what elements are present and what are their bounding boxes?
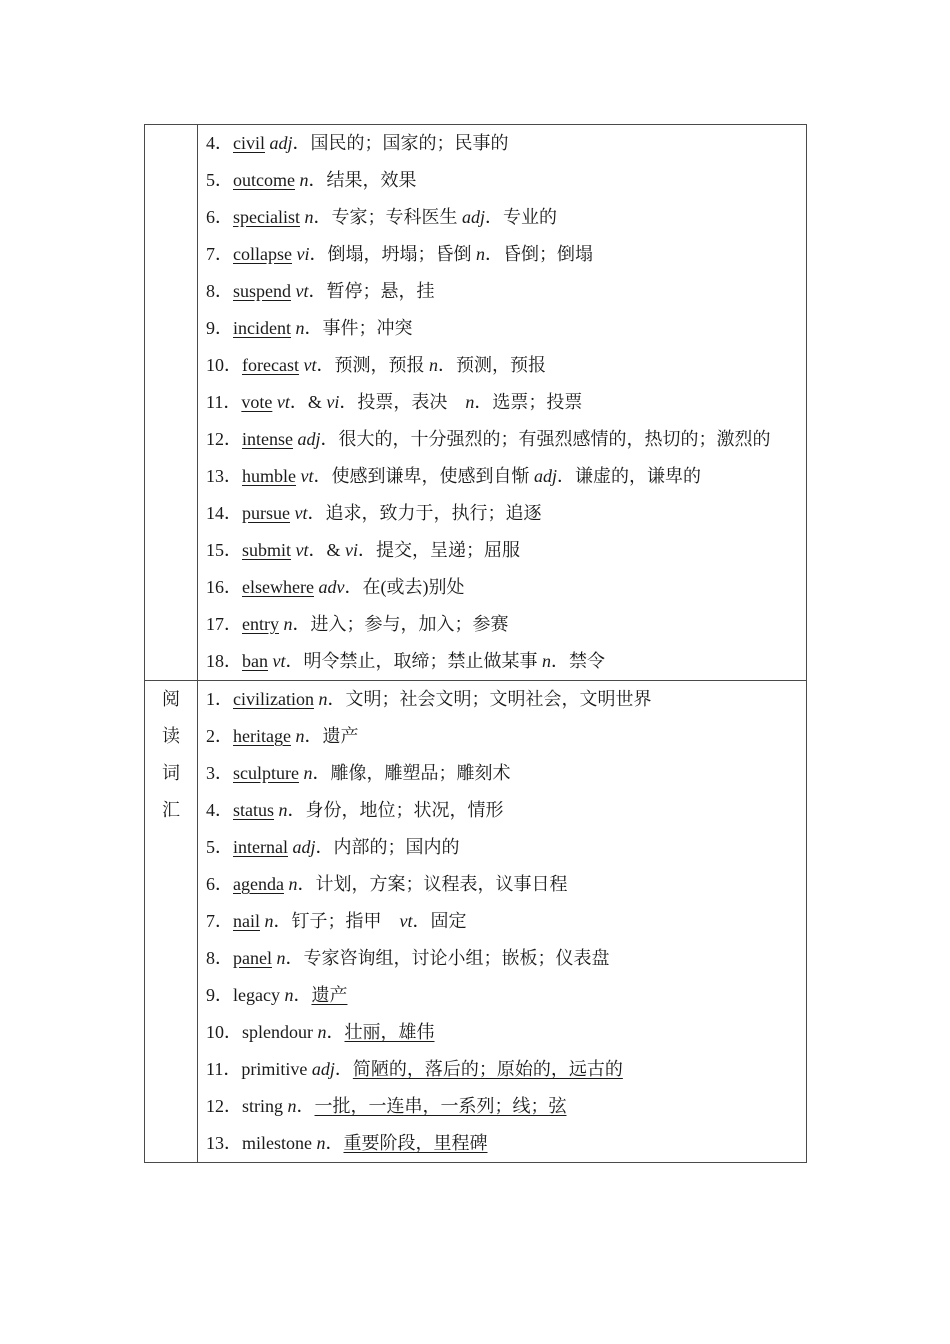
definition-text: ．明令禁止，取缔；禁止做某事 (285, 651, 542, 671)
entry-number: 17． (206, 614, 242, 634)
definition-text: ．预测，预报 (316, 355, 429, 375)
definition-text: ．结果，效果 (308, 170, 417, 190)
part-of-speech: vt (300, 466, 314, 486)
definition-text: ．昏倒；倒塌 (484, 244, 593, 264)
part-of-speech: n (318, 689, 328, 709)
definition-text: ．& (308, 540, 346, 560)
entry-number: 11． (206, 392, 242, 412)
entry-number: 10． (206, 355, 242, 375)
entry-word: outcome (233, 170, 295, 190)
vocab-entry (206, 718, 798, 755)
definition-text: ．身份，地位；状况，情形 (287, 800, 504, 820)
entry-word: splendour (242, 1022, 313, 1042)
entry-number: 14． (206, 503, 242, 523)
part-of-speech: n (284, 985, 294, 1005)
part-of-speech: adj (461, 207, 485, 227)
part-of-speech: n (283, 614, 293, 634)
part-of-speech: vi (326, 392, 340, 412)
entry-word: incident (233, 318, 291, 338)
part-of-speech: vt (272, 651, 286, 671)
part-of-speech: n (288, 874, 298, 894)
vocab-entry (206, 495, 798, 532)
part-of-speech: adj (297, 429, 321, 449)
section-label-cell (145, 125, 198, 681)
entry-word: internal (233, 837, 288, 857)
vocab-entry (206, 310, 798, 347)
definition-text: ． (296, 1096, 315, 1116)
entry-word: entry (242, 614, 279, 634)
vocab-entry (206, 125, 798, 162)
part-of-speech: adj (311, 1059, 335, 1079)
definition-text: ．在(或去)别处 (344, 577, 465, 597)
entry-word: string (242, 1096, 284, 1116)
part-of-speech: vi (296, 244, 310, 264)
vocab-entry (206, 162, 798, 199)
vocab-entry (206, 532, 798, 569)
entry-word: specialist (233, 207, 300, 227)
entry-number: 9． (206, 985, 233, 1005)
entry-word: legacy (233, 985, 280, 1005)
entry-word: intense (242, 429, 293, 449)
vocab-entry (206, 199, 798, 236)
definition-text: ．谦虚的，谦卑的 (557, 466, 702, 486)
entry-number: 15． (206, 540, 242, 560)
part-of-speech: vi (345, 540, 359, 560)
definition-text: ．事件；冲突 (304, 318, 413, 338)
part-of-speech: vt (303, 355, 317, 375)
entry-number: 7． (206, 911, 233, 931)
entry-number: 8． (206, 281, 233, 301)
entry-number: 11． (206, 1059, 242, 1079)
part-of-speech: adj (292, 837, 316, 857)
entries-cell (198, 681, 807, 1163)
vocab-entry (206, 458, 798, 495)
vocab-entry (206, 421, 798, 458)
part-of-speech: vt (294, 503, 308, 523)
section-label-char: 阅 (162, 689, 180, 709)
vocab-entry (206, 1088, 798, 1125)
definition-text: ．倒塌，坍塌；昏倒 (309, 244, 476, 264)
vocabulary-table (144, 124, 807, 1163)
definition-text: ．提交，呈递；屈服 (358, 540, 521, 560)
entries-cell (198, 125, 807, 681)
entry-word: vote (241, 392, 273, 412)
definition-text: ．雕像，雕塑品；雕刻术 (312, 763, 511, 783)
section-label (145, 681, 197, 829)
part-of-speech: vt (295, 540, 309, 560)
vocab-entry (206, 866, 798, 903)
entry-number: 5． (206, 170, 233, 190)
entry-word: civilization (233, 689, 314, 709)
part-of-speech: n (303, 763, 313, 783)
part-of-speech: vt (276, 392, 290, 412)
section-label-cell (145, 681, 198, 1163)
part-of-speech: n (276, 948, 286, 968)
vocab-entry (206, 792, 798, 829)
part-of-speech: n (317, 1022, 327, 1042)
part-of-speech: n (542, 651, 551, 671)
part-of-speech: adj (534, 466, 558, 486)
part-of-speech: n (428, 355, 438, 375)
entry-word: forecast (242, 355, 299, 375)
definition-answer: 遗产 (311, 985, 348, 1005)
entry-word: status (233, 800, 275, 820)
definition-text: ．钉子；指甲 (273, 911, 400, 931)
entry-number: 12． (206, 1096, 242, 1116)
definition-text: ．专家；专科医生 (313, 207, 462, 227)
entry-word: collapse (233, 244, 292, 264)
vocab-entry (206, 755, 798, 792)
definition-answer: 壮丽，雄伟 (344, 1022, 435, 1042)
part-of-speech: n (304, 207, 314, 227)
definition-text: ．文明；社会文明；文明社会，文明世界 (327, 689, 652, 709)
definition-text: ．固定 (412, 911, 467, 931)
definition-text: ．很大的，十分强烈的；有强烈感情的，热切的；激烈的 (320, 429, 771, 449)
vocab-entry (206, 643, 798, 680)
entry-number: 12． (206, 429, 242, 449)
part-of-speech: adj (269, 133, 293, 153)
vocab-entry (206, 347, 798, 384)
part-of-speech: n (299, 170, 309, 190)
entry-word: milestone (242, 1133, 312, 1153)
vocab-entry (206, 384, 798, 421)
entry-number: 18． (206, 651, 242, 671)
section-row-2 (145, 681, 807, 1163)
definition-text: ．计划，方案；议程表，议事日程 (297, 874, 568, 894)
entry-number: 13． (206, 1133, 242, 1153)
definition-text: ． (334, 1059, 353, 1079)
entry-number: 10． (206, 1022, 242, 1042)
definition-text: ．内部的；国内的 (315, 837, 460, 857)
definition-text: ．选票；投票 (474, 392, 583, 412)
vocab-entry (206, 236, 798, 273)
part-of-speech: adv (318, 577, 345, 597)
vocab-entry (206, 681, 798, 718)
section-row-1 (145, 125, 807, 681)
definition-text: ．使感到谦卑，使感到自惭 (313, 466, 534, 486)
entry-number: 16． (206, 577, 242, 597)
entry-word: pursue (242, 503, 290, 523)
entry-number: 6． (206, 874, 233, 894)
definition-text: ． (326, 1022, 345, 1042)
definition-text: ．禁令 (551, 651, 605, 671)
definition-text: ． (293, 985, 312, 1005)
vocab-entry (206, 1125, 798, 1162)
vocab-entry (206, 977, 798, 1014)
entry-number: 13． (206, 466, 242, 486)
part-of-speech: vt (399, 911, 413, 931)
entry-number: 6． (206, 207, 233, 227)
entry-number: 9． (206, 318, 233, 338)
entry-number: 4． (206, 133, 233, 153)
entry-word: nail (233, 911, 260, 931)
definition-text: ．暂停；悬，挂 (308, 281, 435, 301)
part-of-speech: n (475, 244, 485, 264)
definition-text: ．追求，致力于，执行；追逐 (307, 503, 542, 523)
entry-word: suspend (233, 281, 291, 301)
entry-word: agenda (233, 874, 284, 894)
entry-word: humble (242, 466, 296, 486)
definition-text: ．遗产 (304, 726, 359, 746)
vocab-entry (206, 606, 798, 643)
entry-word: elsewhere (242, 577, 314, 597)
entry-number: 1． (206, 689, 233, 709)
vocab-entry (206, 829, 798, 866)
section-label-char: 读 (162, 726, 180, 746)
section-label-char: 汇 (162, 800, 180, 820)
vocab-entry (206, 940, 798, 977)
part-of-speech: n (278, 800, 288, 820)
definition-text: ．& (289, 392, 327, 412)
part-of-speech: n (264, 911, 274, 931)
entry-word: sculpture (233, 763, 299, 783)
definition-text: ．专家咨询组，讨论小组；嵌板；仪表盘 (285, 948, 610, 968)
vocab-entry (206, 1014, 798, 1051)
definition-text: ．进入；参与，加入；参赛 (292, 614, 509, 634)
entry-word: civil (233, 133, 265, 153)
part-of-speech: n (316, 1133, 326, 1153)
definition-text: ．预测，预报 (437, 355, 546, 375)
entry-number: 5． (206, 837, 233, 857)
vocab-entry (206, 903, 798, 940)
entry-number: 2． (206, 726, 233, 746)
section-label-char: 词 (162, 763, 180, 783)
entry-number: 7． (206, 244, 233, 264)
entry-word: panel (233, 948, 272, 968)
entry-word: primitive (241, 1059, 308, 1079)
definition-answer: 一批，一连串，一系列；线；弦 (314, 1096, 567, 1116)
entry-number: 8． (206, 948, 233, 968)
vocab-entry (206, 273, 798, 310)
definition-answer: 重要阶段，里程碑 (343, 1133, 488, 1153)
definition-text: ．投票，表决 (339, 392, 466, 412)
part-of-speech: n (295, 726, 305, 746)
definition-answer: 简陋的，落后的；原始的，远古的 (352, 1059, 623, 1079)
part-of-speech: n (465, 392, 475, 412)
vocab-entry (206, 569, 798, 606)
entry-word: heritage (233, 726, 291, 746)
definition-text: ．国民的；国家的；民事的 (292, 133, 509, 153)
entry-word: ban (242, 651, 268, 671)
part-of-speech: n (295, 318, 305, 338)
vocab-entry (206, 1051, 798, 1088)
part-of-speech: vt (295, 281, 309, 301)
part-of-speech: n (287, 1096, 297, 1116)
entry-number: 3． (206, 763, 233, 783)
entry-word: submit (242, 540, 292, 560)
entry-number: 4． (206, 800, 233, 820)
definition-text: ．专业的 (485, 207, 557, 227)
definition-text: ． (325, 1133, 344, 1153)
